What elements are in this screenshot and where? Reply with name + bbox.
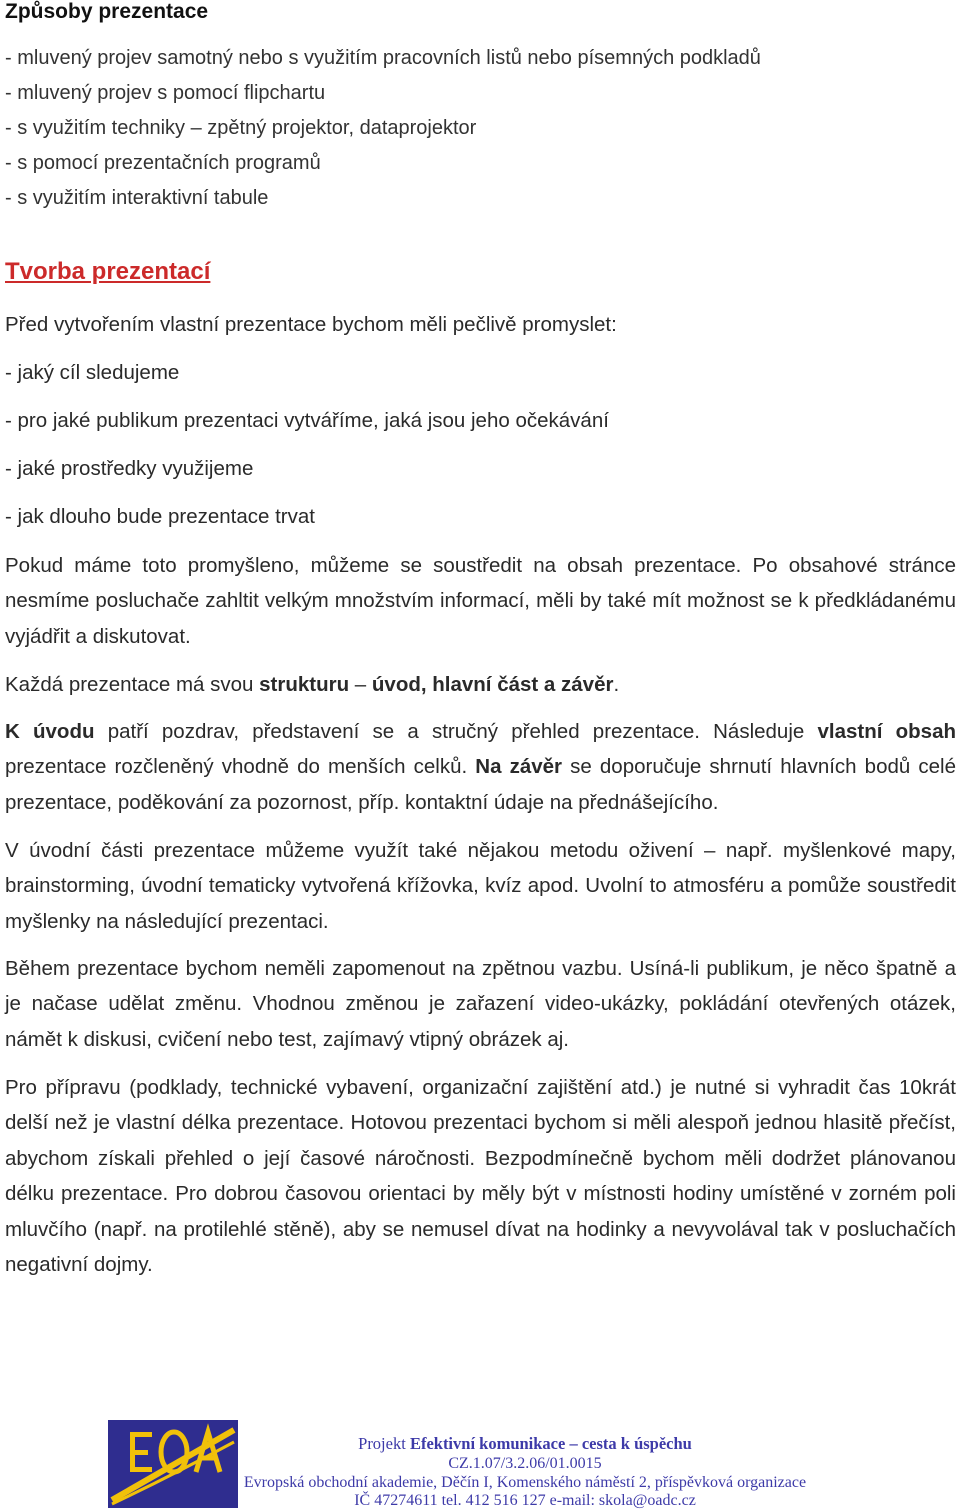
bullet-item: - mluvený projev s pomocí flipchartu (5, 82, 326, 104)
bullet-item: - s pomocí prezentačních programů (5, 152, 321, 174)
paragraph-preparation: Pro přípravu (podklady, technické vybavení, organizační zajištění atd.) je nutné si vyhradit čas 10krát delší než je vlastní délka prezentace. Hotovou prezentaci bychom si měli alespoň jednou hlasitě přečíst, abychom získali přehled o její časové náročnosti. Bezpodmínečně bychom měli dodržet plánovanou délku prezentace. Pro dobrou časovou orientaci by měly být v místnosti hodiny umístěné v zorném poli mluvčího (např. na protilehlé stěně), aby se nemusel dívat na hodinky a nevyvolával tak v posluchačích negativní dojmy. (5, 1076, 956, 1277)
paragraph-intro-methods: V úvodní části prezentace můžeme využít také nějakou metodu oživení – např. myšlenkové mapy, brainstorming, úvodní tematicky vytvořená křížovka, kvíz apod. Uvolní to atmosféru a pomůže soustředit myšlenky na následující prezentaci. (5, 839, 956, 933)
question-item: - jaké prostředky využijeme (5, 457, 254, 480)
footer-contact: IČ 47274611 tel. 412 516 127 e-mail: skola@oadc.cz (354, 1492, 696, 1509)
bullet-item: - s využitím interaktivní tabule (5, 187, 269, 209)
intro-line: Před vytvořením vlastní prezentace bychom měli pečlivě promyslet: (5, 313, 617, 336)
heading-creation: Tvorba prezentací (5, 258, 211, 285)
paragraph-structure: Každá prezentace má svou strukturu – úvod, hlavní část a závěr. (5, 673, 620, 696)
footer-code: CZ.1.07/3.2.06/01.0015 (448, 1455, 602, 1472)
bullet-item: - s využitím techniky – zpětný projektor, dataprojektor (5, 117, 477, 139)
footer-project: Projekt Efektivní komunikace – cesta k úspěchu (358, 1434, 692, 1453)
paragraph-parts: K úvodu patří pozdrav, představení se a stručný přehled prezentace. Následuje vlastní obsah prezentace rozčleněný vhodně do menších celků. Na závěr se doporučuje shrnutí hlavních bodů celé prezentace, poděkování za pozornost, příp. kontaktní údaje na přednášejícího. (5, 720, 957, 814)
footer-school: Evropská obchodní akademie, Děčín I, Komenského náměstí 2, příspěvková organizace (243, 1474, 807, 1491)
question-item: - pro jaké publikum prezentaci vytváříme, jaká jsou jeho očekávání (5, 409, 609, 432)
question-item: - jak dlouho bude prezentace trvat (5, 505, 315, 528)
paragraph-feedback: Během prezentace bychom neměli zapomenout na zpětnou vazbu. Usíná-li publikum, je něco špatně a je načase udělat změnu. Vhodnou změnou je zařazení video-ukázky, pokládání otevřených otázek, námět k diskusi, cvičení nebo test, zajímavý vtipný obrázek aj. (5, 957, 956, 1051)
question-item: - jaký cíl sledujeme (5, 361, 180, 384)
bullet-item: - mluvený projev samotný nebo s využitím pracovních listů nebo písemných podkladů (5, 47, 761, 69)
heading-methods: Způsoby prezentace (5, 0, 209, 23)
paragraph-focus: Pokud máme toto promyšleno, můžeme se soustředit na obsah prezentace. Po obsahové stránce nesmíme posluchače zahltit velkým množstvím informací, měli by také mít možnost se k předkládanému vyjádřit a diskutovat. (5, 554, 956, 648)
